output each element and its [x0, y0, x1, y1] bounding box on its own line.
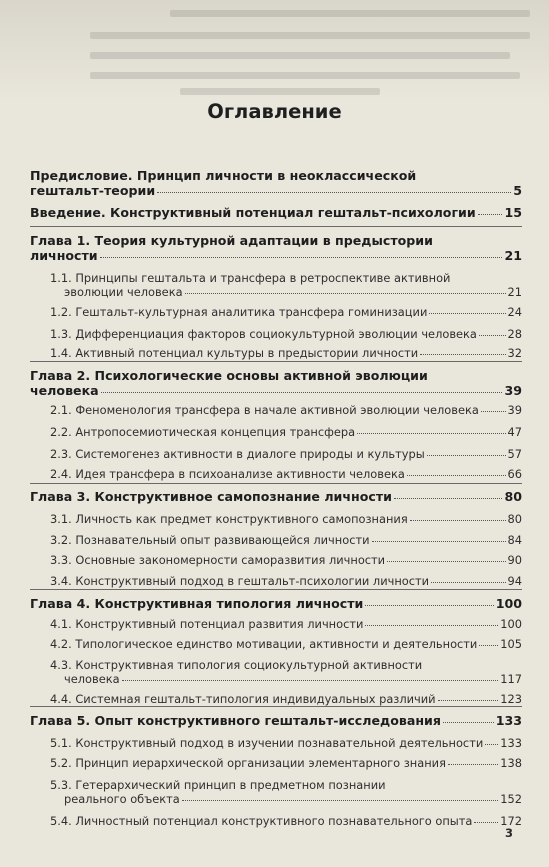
toc-section-entry: [50, 403, 522, 417]
dot-leader: [122, 679, 499, 681]
toc-page-number: 94: [507, 574, 522, 588]
dot-leader: [407, 474, 506, 476]
toc-entry-title: 3.3. Основные закономерности саморазвития личности: [50, 553, 386, 567]
toc-entry-title: 1.3. Дифференциация факторов социокультурной эволюции человека: [50, 327, 477, 341]
toc-entry-line: [50, 574, 522, 588]
dot-leader: [394, 497, 503, 499]
toc-page-number: 28: [507, 327, 522, 341]
toc-entry-line: [30, 248, 522, 263]
toc-entry-title: 4.4. Системная гештальт-типология индивидуальных различий: [50, 692, 436, 706]
toc-section-entry: [50, 467, 522, 481]
toc-entry-title: Глава 1. Теория культурной адаптации в предыстории: [30, 233, 433, 248]
dot-leader: [429, 312, 505, 314]
toc-entry-title: Глава 5. Опыт конструктивного гештальт-исследования: [30, 713, 441, 728]
dot-leader: [185, 292, 506, 294]
page-number: 3: [505, 826, 514, 840]
toc-page-number: 39: [507, 403, 522, 417]
toc-entry-line: [50, 792, 522, 806]
dot-leader: [427, 454, 506, 456]
toc-section-entry: [50, 692, 522, 706]
toc-entry-continuation: человека: [64, 672, 120, 686]
toc-entry-line: [50, 814, 522, 828]
toc-page-number: 84: [507, 533, 522, 547]
toc-page-number: 172: [500, 814, 522, 828]
toc-entry-line: [30, 489, 522, 504]
toc-entry-title: 2.2. Антропосемиотическая концепция трансфера: [50, 425, 356, 439]
dot-leader: [438, 699, 499, 701]
toc-entry-title: Введение. Конструктивный потенциал гештальт-психологии: [30, 205, 476, 220]
dot-leader: [479, 644, 498, 646]
toc-section-entry: [50, 736, 522, 750]
dot-leader: [357, 432, 505, 434]
toc-entry-title: 2.4. Идея трансфера в психоанализе активности человека: [50, 467, 405, 481]
toc-page-number: 24: [507, 305, 522, 319]
toc-section-entry: [50, 447, 522, 461]
toc-entry-line: [30, 383, 522, 398]
toc-entry-line: [50, 692, 522, 706]
toc-entry-line: [50, 467, 522, 481]
toc-entry-title: Глава 4. Конструктивная типология личности: [30, 596, 364, 611]
toc-entry-title: Глава 3. Конструктивное самопознание личности: [30, 489, 392, 504]
toc-entry-title: 4.2. Типологическое единство мотивации, активности и деятельности: [50, 637, 478, 651]
toc-entry-line: [50, 617, 522, 631]
toc-page-number: 133: [500, 736, 522, 750]
toc-page-number: 21: [504, 248, 522, 263]
toc-entry-title: 5.4. Личностный потенциал конструктивного познавательного опыта: [50, 814, 473, 828]
toc-page-number: 21: [507, 285, 522, 299]
toc-entry-title: 2.1. Феноменология трансфера в начале активной эволюции человека: [50, 403, 479, 417]
toc-entry-title: 1.4. Активный потенциал культуры в предыстории личности: [50, 346, 419, 360]
toc-entry-line: [50, 756, 522, 770]
toc-chapter-entry: [30, 368, 522, 398]
toc-entry-continuation: эволюции человека: [64, 285, 183, 299]
dot-leader: [431, 581, 505, 583]
toc-section-entry: [50, 574, 522, 588]
toc-page-number: 123: [500, 692, 522, 706]
toc-section-entry: [50, 327, 522, 341]
dot-leader: [443, 721, 494, 723]
toc-chapter-entry: [30, 596, 522, 611]
toc-entry-line: [30, 596, 522, 611]
toc-entry-line: [50, 327, 522, 341]
toc-entry-title: Глава 2. Психологические основы активной эволюции: [30, 368, 428, 383]
toc-entry-line: [50, 736, 522, 750]
section-divider: [30, 706, 522, 707]
toc-page-number: 100: [495, 596, 522, 611]
toc-entry-line: [50, 553, 522, 567]
toc-entry-line: [50, 425, 522, 439]
toc-chapter-entry: [30, 713, 522, 728]
toc-entry-title: 2.3. Системогенез активности в диалоге природы и культуры: [50, 447, 425, 461]
toc-section-entry: [50, 778, 522, 806]
toc-entry-title: 1.1. Принципы гештальта и трансфера в ретроспективе активной: [50, 271, 451, 285]
toc-entry-continuation: реального объекта: [64, 792, 180, 806]
dot-leader: [372, 540, 506, 542]
dot-leader: [481, 410, 506, 412]
toc-page-number: 47: [507, 425, 522, 439]
toc-entry-line: [50, 447, 522, 461]
dot-leader: [410, 519, 506, 521]
toc-chapter-entry: [30, 489, 522, 504]
toc-entry-line: [30, 713, 522, 728]
toc-entry-continuation: человека: [30, 383, 99, 398]
toc-entry-line: [50, 346, 522, 360]
dot-leader: [478, 213, 503, 215]
section-divider: [30, 361, 522, 362]
bleed-through-text: [0, 0, 549, 100]
toc-entry-title: 5.3. Гетерархический принцип в предметном познании: [50, 778, 386, 792]
toc-section-entry: [50, 553, 522, 567]
dot-leader: [387, 560, 505, 562]
toc-page-number: 152: [500, 792, 522, 806]
dot-leader: [474, 821, 498, 823]
toc-page-number: 138: [500, 756, 522, 770]
toc-page-number: 90: [507, 553, 522, 567]
toc-entry-continuation: гештальт-теории: [30, 183, 156, 198]
toc-page-number: 57: [507, 447, 522, 461]
toc-entry-line: [50, 637, 522, 651]
toc-page-number: 117: [500, 672, 522, 686]
bleed-line: [170, 10, 530, 17]
toc-entry-title: Предисловие. Принцип личности в неоклассической: [30, 168, 417, 183]
toc-section-entry: [50, 637, 522, 651]
toc-page-number: 105: [500, 637, 522, 651]
toc-section-entry: [50, 346, 522, 360]
toc-entry-title: 4.1. Конструктивный потенциал развития личности: [50, 617, 364, 631]
toc-entry-title: 1.2. Гештальт-культурная аналитика трансфера гоминизации: [50, 305, 428, 319]
dot-leader: [365, 604, 493, 606]
section-divider: [30, 483, 522, 484]
toc-entry-title: 3.1. Личность как предмет конструктивного самопознания: [50, 512, 408, 526]
toc-chapter-entry: [30, 168, 522, 198]
toc-chapter-entry: [30, 205, 522, 220]
toc-page-number: 80: [507, 512, 522, 526]
toc-entry-title: 5.1. Конструктивный подход в изучении познавательной деятельности: [50, 736, 484, 750]
toc-page-number: 133: [495, 713, 522, 728]
dot-leader: [100, 256, 503, 258]
toc-entry-title: 4.3. Конструктивная типология социокультурной активности: [50, 658, 423, 672]
section-divider: [30, 226, 522, 227]
toc-entry-line: [50, 403, 522, 417]
toc-entry-line: [30, 183, 522, 198]
bleed-line: [90, 52, 510, 59]
dot-leader: [365, 624, 498, 626]
dot-leader: [448, 763, 498, 765]
dot-leader: [182, 799, 499, 801]
bleed-line: [90, 32, 530, 39]
toc-entry-line: [50, 305, 522, 319]
toc-section-entry: [50, 425, 522, 439]
dot-leader: [420, 353, 505, 355]
dot-leader: [479, 334, 506, 336]
dot-leader: [101, 391, 503, 393]
toc-entry-title: 3.2. Познавательный опыт развивающейся личности: [50, 533, 370, 547]
page-title: Оглавление: [207, 100, 342, 123]
dot-leader: [157, 191, 511, 193]
toc-section-entry: [50, 756, 522, 770]
toc-entry-line: [30, 205, 522, 220]
toc-page-number: 66: [507, 467, 522, 481]
toc-entry-continuation: личности: [30, 248, 98, 263]
toc-entry-title: 5.2. Принцип иерархической организации элементарного знания: [50, 756, 446, 770]
section-divider: [30, 589, 522, 590]
toc-entry-line: [50, 672, 522, 686]
toc-page-number: 39: [504, 383, 522, 398]
toc-section-entry: [50, 305, 522, 319]
toc-section-entry: [50, 814, 522, 828]
toc-section-entry: [50, 271, 522, 299]
toc-entry-line: [50, 285, 522, 299]
dot-leader: [485, 743, 498, 745]
toc-chapter-entry: [30, 233, 522, 263]
toc-section-entry: [50, 512, 522, 526]
toc-entry-line: [50, 512, 522, 526]
toc-page-number: 5: [513, 183, 522, 198]
toc-page-number: 80: [504, 489, 522, 504]
toc-entry-line: [50, 533, 522, 547]
bleed-line: [180, 88, 380, 95]
toc-page-number: 32: [507, 346, 522, 360]
toc-section-entry: [50, 658, 522, 686]
toc-page-number: 100: [500, 617, 522, 631]
bleed-line: [90, 72, 520, 79]
toc-page-number: 15: [504, 205, 522, 220]
toc-entry-title: 3.4. Конструктивный подход в гештальт-психологии личности: [50, 574, 430, 588]
toc-section-entry: [50, 617, 522, 631]
toc-section-entry: [50, 533, 522, 547]
